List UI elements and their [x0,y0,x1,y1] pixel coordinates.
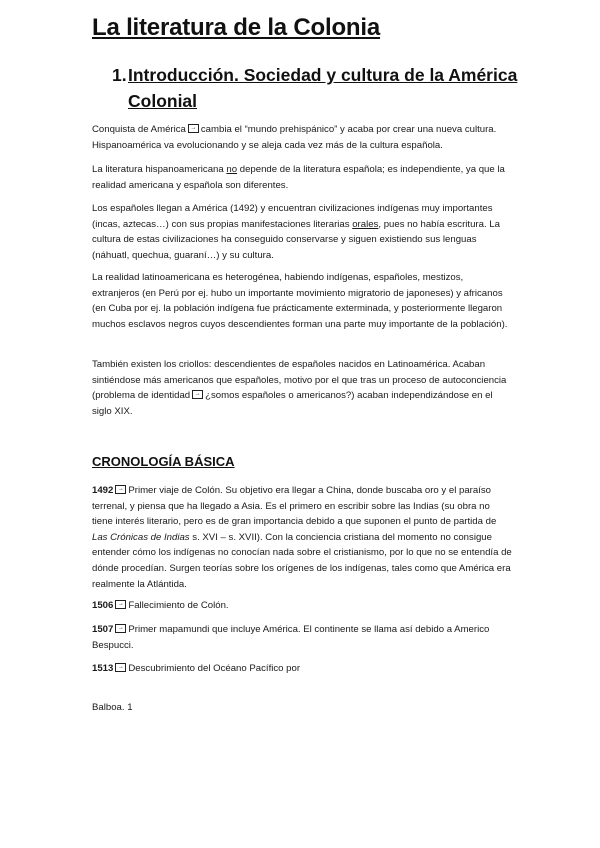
section-title-cronologia: CRONOLOGÍA BÁSICA [92,454,235,469]
paragraph-5-text-a: También existen los criollos: descendientes de españoles nacidos en Latinoamérica. Acaban sintiéndose más americanos que españoles, motivo por el que tras un proceso de autoconciencia (problema de identidad [92,359,507,402]
paragraph-1-text-a: Conquista de América [92,124,186,135]
arrow-icon: → [115,600,126,609]
paragraph-3-underlined: orales [352,218,379,230]
footer-text-content: Balboa. 1 [92,702,133,713]
chronology-entry-1506 [92,598,512,614]
entry-italic-title: Las Crónicas de Indias [92,531,190,543]
arrow-icon: → [115,663,126,672]
chronology-entry-1513 [92,661,512,677]
paragraph-1 [92,122,512,153]
entry-text-b: s. XVI – s. XVII). Con la conciencia cristiana del momento no consigue entender cómo los indígenas no conocían nada sobre el cristianismo, por lo que no se entendía de dónde procedían. Surgen teorías sobre los orígenes de los indígenas, tales como que América era realmente la Atlántida. [92,531,512,590]
paragraph-3 [92,201,512,263]
section-heading-introduccion [112,62,532,114]
paragraph-2-underlined: no [226,164,238,175]
paragraph-2-text-b: depende de la literatura española; es independiente, ya que la realidad americana y española son diferentes. [92,164,505,191]
arrow-icon: → [192,390,203,399]
entry-year: 1507 [92,624,114,635]
page-title: La literatura de la Colonia [92,14,381,41]
arrow-icon: → [188,124,199,133]
paragraph-3-text-b: , pues no había escritura. La cultura de estas civilizaciones ha conseguido conservarse y siguen existiendo sus lenguas (náhuatl, quechua, guaraní…) y su cultura. [92,218,500,261]
entry-text: Primer mapamundi que incluye América. El continente se llama así debido a Americo Bespucci. [92,624,490,651]
paragraph-3-text-a: Los españoles llegan a América (1492) y encuentran civilizaciones indígenas muy importantes (incas, aztecas…) con sus propias manifestaciones literarias [92,203,493,230]
paragraph-4-text: La realidad latinoamericana es heterogénea, habiendo indígenas, españoles, mestizos, extranjeros (en Perú por ej. hubo un importante movimiento migratorio de japoneses) y africanos (en Cuba por ej. la población indígena fue prácticamente exterminada, y posteriormente llegaron muchos esclavos negros cuyos descendientes forman una parte muy importante de la población). [92,272,508,330]
chronology-entry-1507 [92,622,512,653]
paragraph-1-text-b: cambia el “mundo prehispánico” y acaba por crear una nueva cultura. Hispanoamérica va evolucionando y se aleja cada vez más de la cultura española. [92,124,497,151]
entry-year: 1492 [92,485,114,496]
entry-text: Fallecimiento de Colón. [128,600,229,611]
heading-number: 1. [112,65,127,85]
paragraph-2 [92,162,512,193]
heading-line-2: Colonial [128,91,198,111]
entry-year: 1506 [92,600,114,611]
paragraph-4 [92,270,512,332]
arrow-icon: → [115,485,126,494]
paragraph-5 [92,357,512,419]
entry-text: Descubrimiento del Océano Pacífico por [128,663,301,674]
arrow-icon: → [115,624,126,633]
chronology-entry-1492 [92,483,512,592]
entry-year: 1513 [92,663,114,674]
entry-text-a: Primer viaje de Colón. Su objetivo era llegar a China, donde buscaba oro y el paraíso terrenal, y piensa que ha llegado a Asia. Es el primero en escribir sobre las Indias (su obra no tiene interés literario, pero es de gran importancia debido a que suponen el punto de partida de [92,485,497,528]
heading-line-1: Introducción. Sociedad y cultura de la América [128,65,518,85]
footer-text [92,700,512,716]
paragraph-5-text-b: ¿somos españoles o americanos?) acaban independizándose en el siglo XIX. [92,390,493,417]
paragraph-2-text-a: La literatura hispanoamericana [92,164,224,175]
